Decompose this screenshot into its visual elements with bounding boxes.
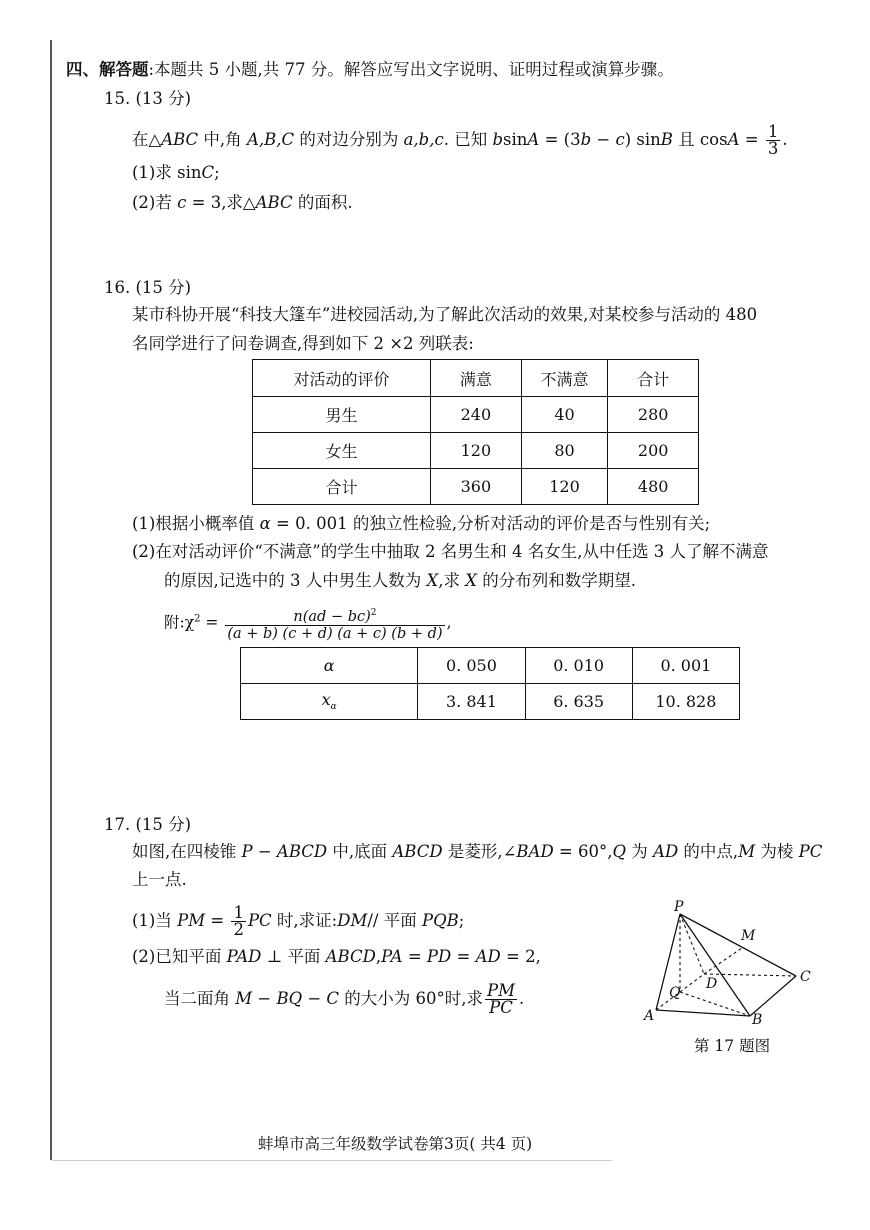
q15-stem: 在△ABC 中,角 A,B,C 的对边分别为 a,b,c. 已知 bsinA = (3b − c) sinB 且 cosA = $\frac{1}{3}$ . xyxy=(132,122,788,158)
table-cell: 280 xyxy=(608,397,699,433)
q17-number: 17. (15 分) xyxy=(104,815,192,834)
table-cell: 0. 001 xyxy=(632,648,739,684)
q17-part2: (2)已知平面 PAD ⊥ 平面 ABCD,PA = PD = AD = 2, xyxy=(132,947,541,966)
table-cell: 6. 635 xyxy=(525,684,632,720)
edge-AB xyxy=(656,1010,750,1016)
table-cell: 女生 xyxy=(253,433,431,469)
q15-part2: (2)若 c = 3,求△ABC 的面积. xyxy=(132,193,353,212)
q15-fraction: $\frac{1}{3}$ xyxy=(767,122,779,158)
table-cell: 10. 828 xyxy=(632,684,739,720)
table-cell: 40 xyxy=(521,397,608,433)
table-cell: 0. 010 xyxy=(525,648,632,684)
q16-part2-line1: (2)在对活动评价“不满意”的学生中抽取 2 名男生和 4 名女生,从中任选 3 人了解不满意 xyxy=(132,542,769,561)
table-cell: 3. 841 xyxy=(418,684,525,720)
label-P: P xyxy=(674,899,684,915)
table-row xyxy=(253,469,699,505)
table-cell: 120 xyxy=(521,469,608,505)
critical-value-table xyxy=(240,647,740,720)
table-cell: 0. 050 xyxy=(418,648,525,684)
q17-part3: 当二面角 M − BQ − C 的大小为 60°时,求 $\frac{PM}{PC}$ . xyxy=(164,981,525,1017)
label-B: B xyxy=(752,1012,763,1026)
table-row xyxy=(253,397,699,433)
label-C: C xyxy=(800,969,811,985)
table-cell: 480 xyxy=(608,469,699,505)
table-header: 合计 xyxy=(608,360,699,397)
table-row xyxy=(241,684,740,720)
q16-part2-line2: 的原因,记选中的 3 人中男生人数为 X,求 X 的分布列和数学期望. xyxy=(164,571,636,590)
table-cell: α xyxy=(323,656,335,675)
table-cell: 360 xyxy=(431,469,522,505)
q15-part1: (1)求 sinC; xyxy=(132,163,220,182)
table-cell: 120 xyxy=(431,433,522,469)
table-row xyxy=(241,648,740,684)
q16-part1: (1)根据小概率值 α = 0. 001 的独立性检验,分析对活动的评价是否与性别有关; xyxy=(132,514,711,533)
left-margin-line xyxy=(50,40,52,1160)
section-heading xyxy=(66,60,674,80)
label-D: D xyxy=(706,976,718,992)
q17-part1: (1)当 PM = $\frac{1}{2}$ PC 时,求证:DM// 平面 PQB; xyxy=(132,903,465,939)
label-A: A xyxy=(644,1008,655,1024)
edge-PC xyxy=(680,914,796,976)
table-header: 不满意 xyxy=(521,360,608,397)
table-cell: 合计 xyxy=(253,469,431,505)
table-header-row xyxy=(253,360,699,397)
pyramid-figure xyxy=(638,898,823,1026)
q15-number: 15. (13 分) xyxy=(104,89,192,108)
q17-line1: 如图,在四棱锥 P − ABCD 中,底面 ABCD 是菱形,∠BAD = 60°,Q 为 AD 的中点,M 为棱 PC xyxy=(132,842,823,861)
label-Q: Q xyxy=(669,985,681,1001)
edge-DC xyxy=(704,974,796,976)
label-M: M xyxy=(741,928,756,944)
edge-BC xyxy=(750,976,796,1016)
table-header: 满意 xyxy=(431,360,522,397)
q16-line2: 名同学进行了问卷调查,得到如下 2 ×2 列联表: xyxy=(132,334,474,353)
q16-number: 16. (15 分) xyxy=(104,278,192,297)
table-cell: 240 xyxy=(431,397,522,433)
section-intro: :本题共 5 小题,共 77 分。解答应写出文字说明、证明过程或演算步骤。 xyxy=(148,60,674,79)
contingency-table xyxy=(252,359,699,505)
page-footer: 蚌埠市高三年级数学试卷第3页( 共4 页) xyxy=(258,1135,533,1153)
figure-caption: 第 17 题图 xyxy=(694,1037,771,1055)
table-row xyxy=(253,433,699,469)
table-header: 对活动的评价 xyxy=(253,360,431,397)
table-cell: $x_\alpha$ xyxy=(241,684,418,720)
footer-divider xyxy=(52,1160,612,1161)
segment-DM xyxy=(704,948,742,974)
chi-square-formula: 附$:\chi^2$ = $\frac{n(ad - bc)^2}{(a + b) (c + d) (a + c) (b + d)}$ , xyxy=(164,605,452,642)
section-title: 四、解答题 xyxy=(66,60,149,79)
edge-PB xyxy=(680,914,750,1016)
q17-line2: 上一点. xyxy=(132,870,187,889)
q16-line1: 某市科协开展“科技大篷车”进校园活动,为了解此次活动的效果,对某校参与活动的 480 xyxy=(132,305,758,324)
table-cell: 80 xyxy=(521,433,608,469)
table-cell: 男生 xyxy=(253,397,431,433)
table-cell: 200 xyxy=(608,433,699,469)
